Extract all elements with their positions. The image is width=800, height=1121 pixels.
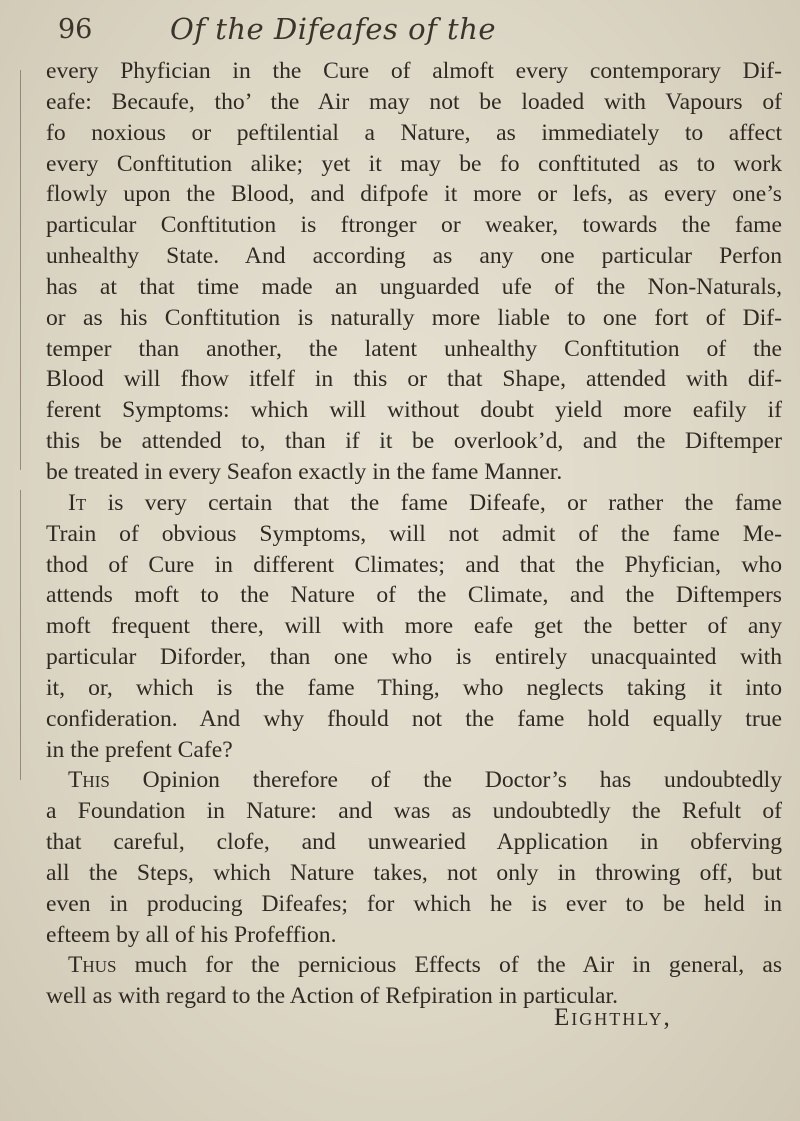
text-line: Blood will fhow itfelf in this or that Shape, attended with dif- [46,366,782,393]
paragraph-3 [46,765,782,950]
text-line: well as with regard to the Action of Refpiration in particular. [46,983,618,1010]
text-line: this be attended to, than if it be overlook’d, and the Diftemper [46,428,782,455]
paragraph-1 [46,56,782,488]
text-line: unhealthy State. And according as any one particular Perfon [46,243,782,270]
text-line: confideration. And why fhould not the fame hold equally true [46,705,782,732]
text-line: fo noxious or peftilential a Nature, as immediately to affect [46,119,782,146]
catchword: Eighthly, [554,1004,672,1031]
text-line: a Foundation in Nature: and was as undoubtedly the Refult of [46,798,782,825]
text-line: Train of obvious Symptoms, will not admit of the fame Me- [46,520,782,547]
text-line-lead [46,950,782,981]
margin-bracket-mark [20,70,33,470]
paragraph-2 [46,488,782,766]
lead-word: It [68,489,87,516]
text-line: thod of Cure in different Climates; and that the Phyfician, who [46,551,782,578]
text-line: all the Steps, which Nature takes, not only in throwing off, but [46,859,782,886]
text-line: eafe: Becaufe, tho’ the Air may not be loaded with Vapours of [46,88,782,115]
text-line: flowly upon the Blood, and difpofe it more or lefs, as every one’s [46,181,782,208]
text-line: be treated in every Seafon exactly in the fame Manner. [46,458,563,485]
text-line: has at that time made an unguarded ufe of the Non-Naturals, [46,273,782,300]
text-line: that careful, clofe, and unwearied Application in obferving [46,829,782,856]
text-line: moft frequent there, will with more eafe get the better of any [46,613,782,640]
margin-bracket-mark [20,490,33,780]
text-line: ferent Symptoms: which will without doubt yield more eafily if [46,397,782,424]
text-line: or as his Conftitution is naturally more liable to one fort of Dif- [46,304,782,331]
text-line: efteem by all of his Profeffion. [46,921,337,948]
paragraph-4 [46,950,782,1012]
text-line-lead [46,765,782,796]
text-line: particular Conftitution is ftronger or weaker, towards the fame [46,212,782,239]
text-line: it, or, which is the fame Thing, who neglects taking it into [46,674,782,701]
text-line: every Conftitution alike; yet it may be fo conftituted as to work [46,150,782,177]
text-line: every Phyfician in the Cure of almoft every contemporary Dif- [46,58,782,84]
running-head: Of the Difeafes of the [170,12,497,46]
lead-word: Thus [68,952,117,979]
text-line: attends moft to the Nature of the Climate, and the Diftempers [46,582,782,609]
text-line: in the prefent Cafe? [46,736,233,763]
page-header [58,6,618,50]
text-line: temper than another, the latent unhealthy Conftitution of the [46,335,782,362]
lead-word: This [68,767,110,794]
text-line-lead [46,488,782,519]
text-line: particular Diforder, than one who is entirely unacquainted with [46,644,782,671]
text-line: even in producing Difeafes; for which he is ever to be held in [46,890,782,917]
line-rest: much for the pernicious Effects of the Air in general, as [116,952,782,979]
line-rest: is very certain that the fame Difeafe, or rather the fame [86,489,782,516]
line-rest: Opinion therefore of the Doctor’s has undoubtedly [109,767,782,794]
body-text [46,56,782,1012]
page-number: 96 [58,14,93,45]
